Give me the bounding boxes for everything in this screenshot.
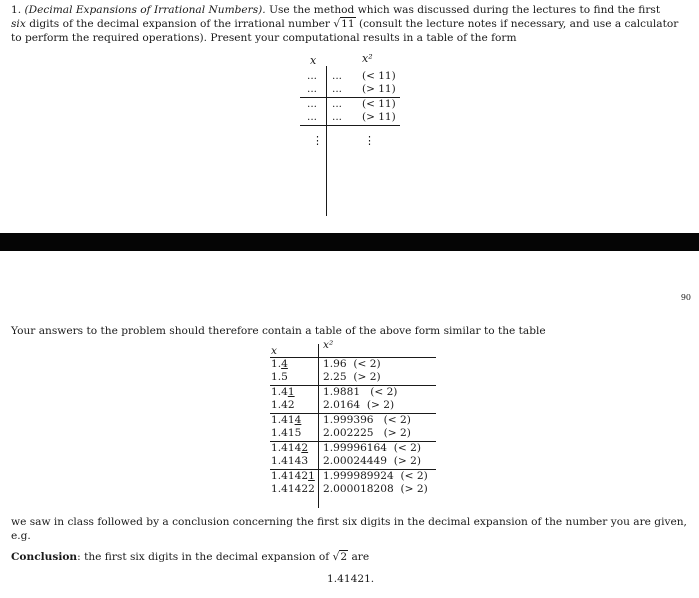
answer-table [270,340,440,510]
template-cmp: (< 11) [362,70,396,82]
template-rule [300,125,400,126]
template-x2: ... [332,70,343,82]
answer-x2: 1.999989924 (< 2) [323,470,428,482]
template-x: ... [307,83,318,95]
answer-x2: 2.0164 (> 2) [323,399,395,411]
problem-title: (Decimal Expansions of Irrational Numbers). [24,4,266,16]
conclusion-text-a: : the first six digits in the decimal expansion of [77,551,330,563]
template-table [300,54,410,224]
answer-x: 1.41422 [271,483,315,495]
conclusion-label: Conclusion [11,551,78,563]
conclusion-line [11,550,369,564]
template-x2: ... [332,111,343,123]
answer-col2-header: x² [323,339,334,351]
template-x: ... [307,70,318,82]
template-x2: ... [332,83,343,95]
answer-x: 1.414 [271,414,302,426]
sqrt-2-radicand: 2 [340,551,348,563]
template-row [300,83,410,96]
sqrt-2: √2 [332,551,348,563]
problem-line1-rest: Use the method which was discussed during the lectures to find the first [269,4,661,16]
template-vdots-x2: ⋮ [364,134,375,147]
answer-x2: 1.99996164 (< 2) [323,442,422,454]
answer-x2: 2.000018208 (> 2) [323,483,428,495]
template-row [300,111,410,124]
follow-text-1: we saw in class followed by a conclusion concerning the first six digits in the decimal expansion of the number you are given, [11,516,687,528]
answer-row [270,427,440,440]
answer-row [270,399,440,412]
answer-row [270,455,440,468]
answer-x2: 1.9881 (< 2) [323,386,398,398]
answer-x: 1.41421 [271,470,315,482]
six-word: six [11,18,26,30]
sqrt-11-radicand: 11 [341,18,355,30]
problem-line-2 [11,17,678,31]
answer-x: 1.42 [271,399,295,411]
answer-x: 1.4143 [271,455,309,467]
answer-row [270,442,440,455]
follow-text-2: e.g. [11,530,31,542]
sqrt-11: √11 [333,18,355,30]
answer-x2: 2.25 (> 2) [323,371,381,383]
template-x: ... [307,111,318,123]
template-vdots-x: ⋮ [312,134,323,147]
template-cmp: (> 11) [362,111,396,123]
problem-line2-a: digits of the decimal expansion of the irrational number [29,18,330,30]
answers-intro: Your answers to the problem should therefore contain a table of the above form similar to the table [11,325,546,337]
template-cmp: (> 11) [362,83,396,95]
answer-row [270,358,440,371]
answer-x: 1.5 [271,371,288,383]
template-cmp: (< 11) [362,98,396,110]
template-x: ... [307,98,318,110]
answer-col1-header: x [271,345,277,357]
answer-row [270,386,440,399]
answer-x: 1.41 [271,386,295,398]
answer-x: 1.415 [271,427,302,439]
answer-x2: 1.96 (< 2) [323,358,381,370]
conclusion-text-b: are [351,551,370,563]
conclusion-value: 1.41421. [327,573,375,585]
page-divider-band [0,233,699,251]
answer-x2: 2.00024449 (> 2) [323,455,422,467]
answer-row [270,371,440,384]
answer-row [270,414,440,427]
answer-row [270,483,440,496]
template-row [300,70,410,83]
answer-x2: 1.999396 (< 2) [323,414,411,426]
answer-x: 1.4142 [271,442,309,454]
problem-line2-b: (consult the lecture notes if necessary, and use a calculator [358,18,679,30]
problem-line-3: to perform the required operations). Present your computational results in a table of the form [11,32,517,44]
template-col1-header: x [310,54,317,67]
template-row [300,98,410,111]
template-col2-header: x² [362,52,373,65]
page-number: 90 [680,293,691,302]
problem-number: 1. [11,4,22,16]
template-x2: ... [332,98,343,110]
answer-x2: 2.002225 (> 2) [323,427,411,439]
problem-line-1 [11,3,660,17]
answer-row [270,470,440,483]
answer-x: 1.4 [271,358,288,370]
